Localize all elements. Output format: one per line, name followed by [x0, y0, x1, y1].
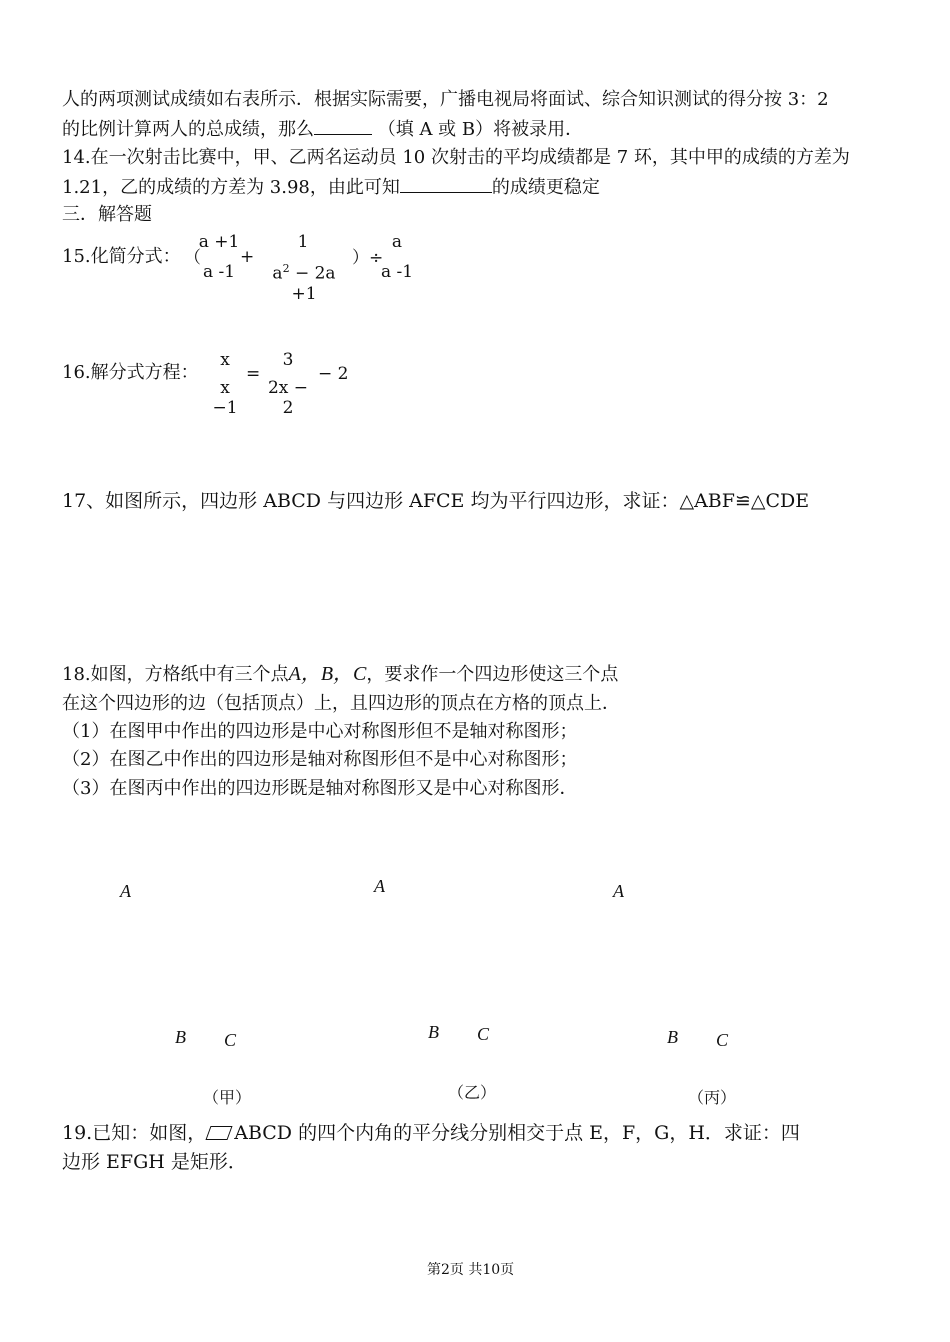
q19-pre: 19.已知：如图， — [62, 1122, 207, 1144]
q15-open-paren: （ — [184, 248, 201, 268]
q15-num2: 1 — [297, 232, 309, 252]
q13-line1: 人的两项测试成绩如右表所示．根据实际需要，广播电视局将面试、综合知识测试的得分按 3：2 — [62, 89, 829, 110]
q16-tail: − 2 — [318, 364, 349, 384]
q14-line2-pre: 1.21，乙的成绩的方差为 3.98，由此可知 — [62, 177, 400, 198]
q18-sub2: （2）在图乙中作出的四边形是轴对称图形但不是中心对称图形； — [62, 749, 578, 770]
fig2-point-b: B — [428, 1022, 439, 1042]
q13-line2 — [62, 116, 583, 142]
q14-line2-post: 的成绩更稳定 — [491, 177, 600, 198]
parallelogram-icon — [206, 1126, 233, 1140]
q13-line2-post: （填 A 或 B）将被录用． — [377, 119, 584, 140]
q18-line1-post: ，要求作一个四边形使这三个点 — [366, 664, 619, 685]
fig1-point-c: C — [224, 1030, 237, 1050]
q14-line2 — [62, 174, 600, 200]
q16-num2: 3 — [282, 350, 294, 370]
q18-line2: 在这个四边形的边（包括顶点）上，且四边形的顶点在方格的顶点上． — [62, 693, 620, 714]
q15-plus: + — [240, 247, 255, 267]
fig3-point-a: A — [613, 881, 624, 901]
q15-den2 — [258, 262, 350, 304]
q19-line1 — [62, 1121, 800, 1145]
section-heading: 三．解答题 — [62, 204, 152, 225]
q15-num1: a +1 — [198, 232, 240, 252]
q18-points: A，B，C — [288, 663, 367, 685]
q17-text: 17、如图所示，四边形 ABCD 与四边形 AFCE 均为平行四边形，求证：△ABF≌△CDE — [62, 490, 810, 512]
q16-label: 16.解分式方程： — [62, 362, 199, 383]
q16-num1: x — [220, 350, 230, 370]
q15-den2-exp: 2 — [282, 262, 290, 275]
q13-answer-blank[interactable] — [314, 116, 372, 135]
fig3-point-c: C — [716, 1030, 729, 1050]
q19-line2: 边形 EFGH 是矩形． — [62, 1151, 247, 1173]
q18-line1 — [62, 662, 618, 687]
q18-line1-pre: 18.如图，方格纸中有三个点 — [62, 664, 289, 685]
q16-den2: 2x − 2 — [267, 378, 309, 418]
q15-close-div: ）÷ — [352, 248, 384, 268]
q15-num3: a — [391, 232, 403, 252]
q14-line1: 14.在一次射击比赛中，甲、乙两名运动员 10 次射击的平均成绩都是 7 环，其中甲的成绩的方差为 — [62, 147, 850, 168]
q16-den1: x −1 — [212, 378, 238, 418]
page-footer: 第2页 共10页 — [427, 1262, 515, 1278]
q19-post: ABCD 的四个内角的平分线分别相交于点 E，F，G，H．求证：四 — [234, 1122, 800, 1144]
q18-sub3: （3）在图丙中作出的四边形既是轴对称图形又是中心对称图形． — [62, 778, 578, 799]
fig2-point-c: C — [477, 1024, 490, 1044]
fig3-point-b: B — [667, 1027, 678, 1047]
fig1-point-b: B — [175, 1027, 186, 1047]
q15-den1: a -1 — [202, 262, 236, 282]
fig3-caption: （丙） — [688, 1088, 737, 1107]
q16-eq: = — [246, 364, 261, 384]
q15-label: 15.化简分式： — [62, 246, 181, 267]
q15-den2-b: − 2a +1 — [289, 263, 336, 304]
fig2-point-a: A — [374, 876, 385, 896]
q14-answer-blank[interactable] — [400, 174, 492, 193]
q18-sub1: （1）在图甲中作出的四边形是中心对称图形但不是轴对称图形； — [62, 721, 578, 742]
fig2-caption: （乙） — [448, 1083, 497, 1102]
fig1-point-a: A — [120, 881, 131, 901]
q13-line2-pre: 的比例计算两人的总成绩，那么 — [62, 119, 314, 140]
q15-den3: a -1 — [380, 262, 414, 282]
fig1-caption: （甲） — [203, 1088, 252, 1107]
q15-den2-a: a — [272, 263, 283, 284]
